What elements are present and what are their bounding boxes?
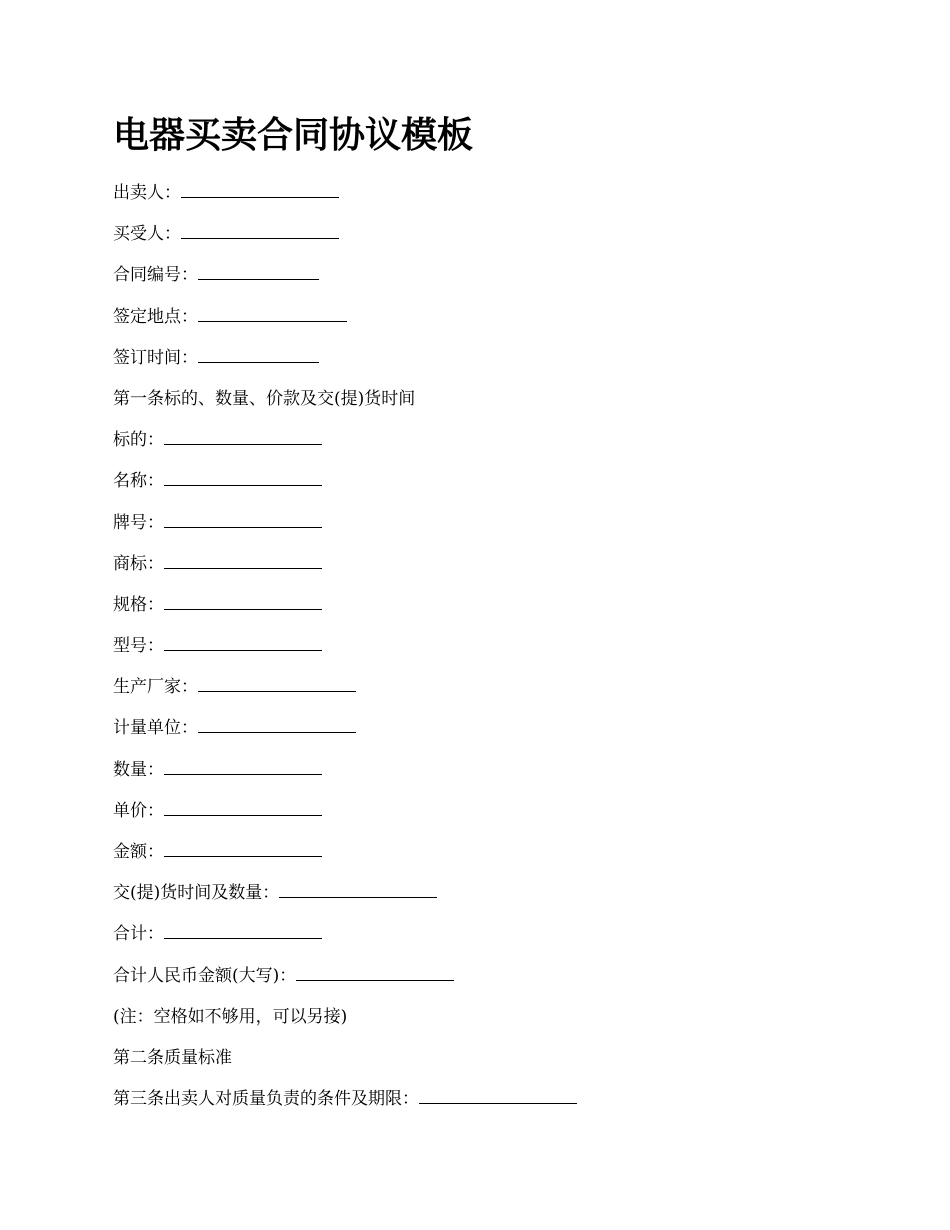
fill-in-blank[interactable] (198, 713, 356, 733)
contract-line (113, 218, 893, 259)
contract-line (113, 589, 893, 630)
contract-line (113, 383, 893, 424)
contract-line (113, 877, 893, 918)
line-label: 合计： (113, 924, 164, 945)
fill-in-blank[interactable] (164, 590, 322, 610)
fill-in-blank[interactable] (164, 631, 322, 651)
fill-in-blank[interactable] (164, 796, 322, 816)
line-label: 第一条标的、数量、价款及交(提)货时间 (113, 388, 416, 409)
fill-in-blank[interactable] (164, 755, 322, 775)
contract-line (113, 548, 893, 589)
line-label: 交(提)货时间及数量： (113, 883, 280, 904)
fill-in-blank[interactable] (198, 302, 347, 322)
fill-in-blank[interactable] (164, 466, 322, 486)
line-label: 金额： (113, 842, 164, 862)
line-label: 名称： (113, 471, 164, 492)
contract-line (113, 259, 893, 300)
contract-line (113, 507, 893, 548)
line-label: 单价： (113, 800, 164, 821)
contract-line (113, 342, 893, 383)
contract-line (113, 795, 893, 836)
contract-line (113, 301, 893, 342)
fill-in-blank[interactable] (198, 260, 319, 280)
contract-line (113, 754, 893, 795)
fill-in-blank[interactable] (198, 672, 356, 692)
fill-in-blank[interactable] (164, 919, 322, 939)
fill-in-blank[interactable] (181, 219, 339, 239)
line-label: 牌号： (113, 512, 164, 533)
fill-in-blank[interactable] (419, 1084, 577, 1104)
fill-in-blank[interactable] (198, 343, 319, 363)
contract-line (113, 671, 893, 712)
contract-line (113, 424, 893, 465)
line-label: 规格： (113, 594, 164, 615)
fill-in-blank[interactable] (164, 837, 322, 857)
contract-line (113, 836, 893, 877)
line-label: 数量： (113, 759, 164, 780)
contract-line (113, 177, 893, 218)
line-label: 型号： (113, 636, 164, 657)
line-label: 买受人： (113, 224, 181, 245)
document-title: 电器买卖合同协议模板 (113, 115, 474, 156)
line-label: 签定地点： (113, 306, 198, 327)
line-label: 第三条出卖人对质量负责的条件及期限： (113, 1089, 419, 1110)
line-label: (注：空格如不够用，可以另接) (113, 1006, 348, 1027)
fill-in-blank[interactable] (181, 178, 339, 198)
contract-line (113, 465, 893, 506)
line-label: 出卖人： (113, 183, 181, 203)
contract-line (113, 630, 893, 671)
line-label: 第二条质量标准 (113, 1047, 232, 1068)
contract-line (113, 960, 893, 1001)
contract-line (113, 1083, 893, 1124)
line-label: 合同编号： (113, 265, 198, 286)
line-label: 签订时间： (113, 347, 198, 368)
contract-field-list (113, 177, 893, 1124)
line-label: 计量单位： (113, 718, 198, 739)
line-label: 标的： (113, 430, 164, 451)
fill-in-blank[interactable] (164, 508, 322, 528)
fill-in-blank[interactable] (164, 549, 322, 569)
contract-line (113, 1042, 893, 1083)
contract-line (113, 1001, 893, 1042)
contract-line (113, 918, 893, 959)
contract-line (113, 712, 893, 753)
line-label: 商标： (113, 553, 164, 574)
fill-in-blank[interactable] (296, 961, 454, 981)
fill-in-blank[interactable] (279, 878, 437, 898)
line-label: 生产厂家： (113, 677, 198, 698)
line-label: 合计人民币金额(大写)： (113, 965, 297, 986)
fill-in-blank[interactable] (164, 425, 322, 445)
